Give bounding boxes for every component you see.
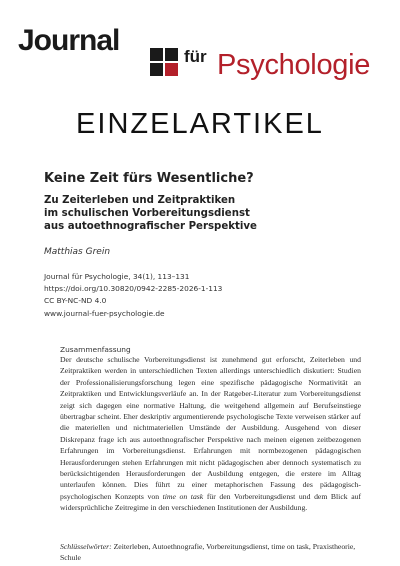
journal-masthead [18,26,388,82]
citation-website-link[interactable]: www.journal-fuer-psychologie.de [44,308,165,318]
journal-logo-icon [150,48,178,76]
abstract-text [60,354,361,514]
citation-license: CC BY-NC-ND 4.0 [44,296,107,306]
abstract-text-emphasis: time on task [162,491,204,501]
citation-doi-link[interactable]: https://doi.org/10.30820/0942-2285-2026-1-113 [44,284,223,294]
abstract-heading: Zusammenfassung [60,345,131,354]
journal-wordmark-fuer: für [184,47,207,66]
article-author: Matthias Grein [44,247,111,257]
article-type-banner: EINZELARTIKEL [76,108,324,140]
article-subtitle [44,194,374,233]
subtitle-line: im schulischen Vorbereitungsdienst [44,208,250,219]
keywords-label: Schlüsselwörter: [60,542,112,551]
journal-wordmark-psychologie: Psychologie [217,49,371,81]
citation-journal: Journal für Psychologie, 34(1), 113–131 [44,272,190,281]
abstract-text-part: für den Vorbereitungsdienst und dem Blick auf widersprüchliche Zeitregime in den verschiedenen Institutionen der Ausbildung. [60,491,362,513]
article-title: Keine Zeit fürs Wesentliche? [44,171,254,186]
subtitle-line: aus autoethnografischer Perspektive [44,221,257,232]
subtitle-line: Zu Zeiterleben und Zeitpraktiken [44,195,236,206]
citation-block [44,271,374,320]
journal-wordmark: Journal [18,24,120,57]
abstract-text-part: Der deutsche schulische Vorbereitungsdienst ist zunehmend gut erforscht, Zeiterleben und Zeitpraktiken werden in unterschiedlichen Texten allerdings unterschiedlich diskutiert: Studien der Professionalisierungsforschung legen eine spezifische pädagogische Normativität an Zeitpraktiken und Entwicklungsverläufe an. In der Ratgeber-Literatur zum Vorbereitungsdienst zeigt sich dagegen eine normative Haltung, die weitgehend allgemein auf Berufseinstiege übertragbar scheint. Eher deskriptiv argumentierende psychologische Texte verweisen stärker auf die materiellen und nichtmateriellen Umstände der Ausbildung. Ausgehend von dieser Diskrepanz frage ich aus autoethnografischer Perspektive nach meinen eigenen zeitbezogenen Erfahrungen im Vorbereitungsdienst. Erfahrungen mit normbezogenen pädagogischen Herausforderungen stehen Erfahrungen mit nicht pädagogischen aber dennoch systematisch zu berücksichtigenden Herausforderungen der Ausbildung entgegen, die erstere im Alltag unterlaufen können. Dies führt zu einer metaphorischen Fassung des pädagogisch-psychologischen Konzepts von [60,355,361,501]
keywords-block [60,541,361,564]
keywords-list: Zeiterleben, Autoethnografie, Vorbereitungsdienst, time on task, Praxistheorie, Schule [60,542,356,563]
